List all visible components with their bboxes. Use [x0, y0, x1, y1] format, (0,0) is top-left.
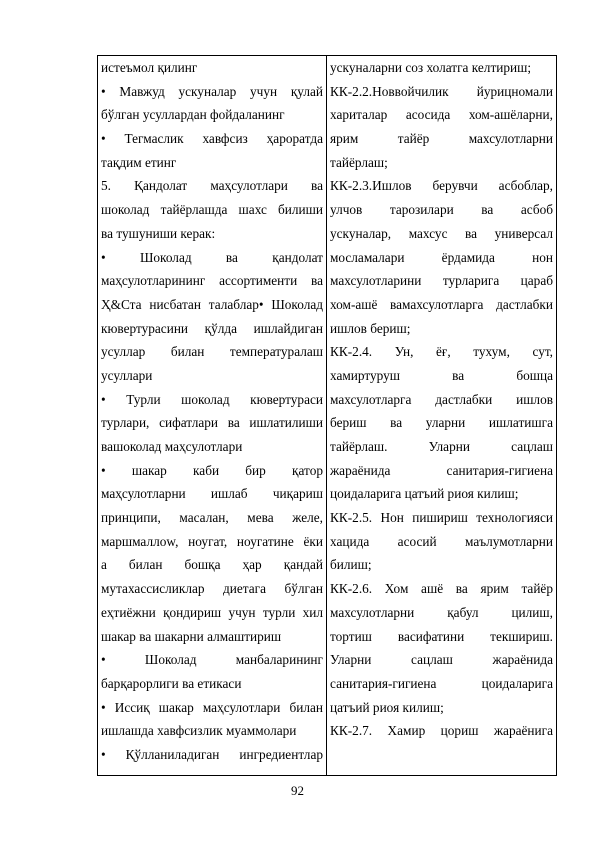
right-column-line: бериш ва уларни ишлатишга	[330, 415, 553, 431]
right-column-line: махсулотларга дастлабки ишлов	[330, 391, 553, 407]
left-column-line: • Шоколад ва қандолат	[101, 249, 323, 265]
right-column-line: КК-2.3.Ишлов берувчи асбоблар,	[330, 178, 553, 194]
left-column-line: турлари, сифатлари ва ишлатилиши	[101, 415, 323, 431]
left-column-line: шакар ва шакарни алмаштириш	[101, 628, 282, 644]
left-column-line: маҳсулотларининг ассортименти ва	[101, 273, 323, 289]
right-column-line: жараёнида санитария-гигиена	[330, 462, 553, 478]
right-column-line: билиш;	[330, 557, 372, 573]
right-column-line: ускуналар, махсус ва универсал	[330, 225, 553, 241]
left-column-line: вашоколад маҳсулотлари	[101, 439, 243, 454]
left-column-line: маршмаллоw, ноугат, ноугатине ёки	[101, 533, 323, 549]
right-column-line: санитария-гигиена цоидаларига	[330, 675, 553, 691]
right-column-line: КК-2.4. Ун, ёғ, тухум, сут,	[330, 344, 553, 360]
left-column-line: • шакар каби бир қатор	[101, 462, 323, 478]
left-column-line: принципи, масалан, мева желе,	[101, 510, 323, 526]
left-column-line: еҳтиёжни қондириш учун турли хил	[101, 604, 323, 620]
left-column-line: кювертурасини қўлда ишлайдиган	[101, 320, 323, 336]
right-column-line: хом-ашё вамахсулотларга дастлабки	[330, 296, 553, 312]
left-column-line: мутахассисликлар диетага бўлган	[101, 581, 323, 597]
left-column-line: бўлган усуллардан фойдаланинг	[101, 107, 285, 123]
right-column-line: мосламалари ёрдамида нон	[330, 249, 553, 265]
right-column-line: махсулотларни қабул цилиш,	[330, 604, 553, 620]
left-column-line: усуллар билан температуралаш	[101, 344, 323, 360]
right-column-line: тортиш васифатини текшириш.	[330, 628, 553, 644]
left-column-line: тақдим етинг	[101, 154, 177, 170]
right-column-line: хацида асосий маълумотларни	[330, 533, 553, 549]
right-column	[327, 56, 556, 775]
left-column-line: ишлашда хавфсизлик муаммолари	[101, 723, 297, 739]
right-column-line: тайёрлаш;	[330, 154, 388, 170]
left-column-line: • Турли шоколад кювертураси	[101, 391, 323, 407]
right-column-line: цоидаларига цатъий риоя килиш;	[330, 486, 519, 502]
content-table	[97, 55, 557, 776]
left-column-line: • Шоколад манбаларининг	[101, 652, 323, 668]
right-column-line: КК-2.5. Нон пишириш технологияси	[330, 510, 553, 526]
left-column-line: маҳсулотларни ишлаб чиқариш	[101, 486, 323, 502]
left-column-line: Ҳ&Ста нисбатан талаблар• Шоколад	[101, 296, 323, 312]
right-column-line: ускуналарни соз холатга келтириш;	[330, 60, 532, 75]
left-column-line: 5. Қандолат маҳсулотлари ва	[101, 178, 323, 194]
right-column-line: ярим тайёр махсулотларни	[330, 131, 553, 147]
right-column-line: КК-2.2.Нoввойчилик йурицномали	[330, 83, 553, 99]
right-column-line: ишлов бериш;	[330, 320, 411, 336]
right-column-line	[330, 743, 553, 767]
left-column-line: • Қўлланиладиган ингредиентлар	[101, 746, 323, 762]
left-column	[98, 56, 327, 775]
right-column-line: КК-2.6. Хом ашё ва ярим тайёр	[330, 581, 553, 597]
right-column-line: тайёрлаш. Уларни сацлаш	[330, 439, 553, 454]
right-column-line: махсулотларини турларига цараб	[330, 273, 553, 289]
right-column-line: КК-2.7. Хамир цориш жараёнига	[330, 723, 553, 739]
left-column-line: ва тушуниши керак:	[101, 225, 216, 241]
left-column-line: истеъмол қилинг	[101, 60, 198, 75]
left-column-line: • Мавжуд ускуналар учун қулай	[101, 83, 323, 99]
right-column-line: хамиртуруш ва бошца	[330, 367, 553, 383]
left-column-line: а билан бошқа ҳар қандай	[101, 557, 323, 573]
left-column-line: барқарорлиги ва етикаси	[101, 675, 242, 691]
right-column-line: цатъий риоя килиш;	[330, 699, 444, 715]
left-column-line: • Тегмаслик хавфсиз ҳароратда	[101, 131, 323, 147]
right-column-line: хариталар асосида хом-ашёларни,	[330, 107, 553, 123]
right-column-line: улчов тарозилари ва асбоб	[330, 202, 553, 218]
page-number: 92	[291, 783, 304, 798]
left-column-line: шоколад тайёрлашда шахс билиши	[101, 202, 323, 218]
right-column-line: Уларни сацлаш жараёнида	[330, 652, 553, 668]
left-column-line: усуллари	[101, 367, 153, 383]
left-column-line: • Иссиқ шакар маҳсулотлари билан	[101, 699, 323, 715]
